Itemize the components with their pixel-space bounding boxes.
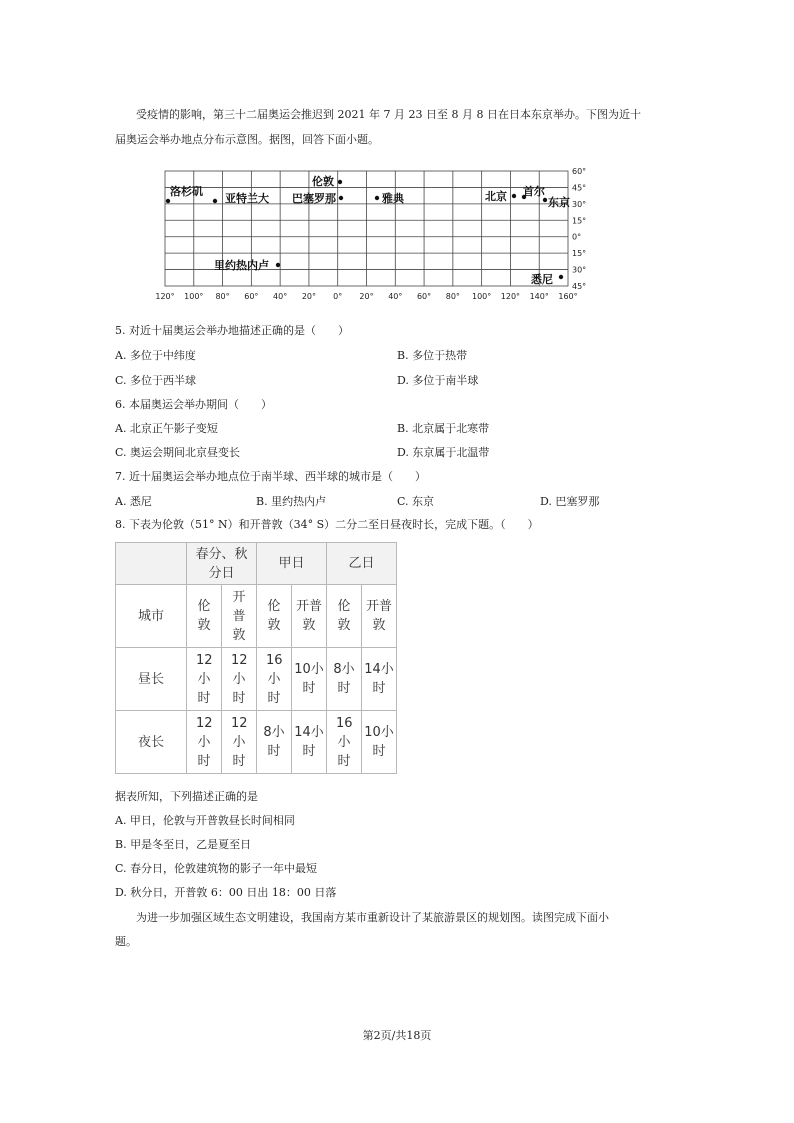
lat-tick-label: 30° — [572, 199, 587, 209]
table-cell: 伦敦 — [257, 585, 292, 648]
table-cell: 14小时 — [292, 711, 327, 774]
city-marker — [276, 263, 280, 267]
q8-option-b[interactable]: B. 甲是冬至日，乙是夏至日 — [115, 838, 252, 851]
city-label: 北京 — [485, 190, 507, 203]
lon-tick-label: 40° — [388, 292, 403, 301]
table-row-city — [116, 585, 397, 648]
lat-tick-label: 45° — [572, 282, 587, 291]
city-marker — [338, 180, 342, 184]
lon-tick-label: 120° — [155, 292, 175, 301]
row-label-day: 昼长 — [116, 648, 187, 711]
lon-tick-label: 80° — [215, 292, 230, 301]
q5-stem: 5. 对近十届奥运会举办地描述正确的是（ ） — [115, 324, 349, 337]
city-label: 巴塞罗那 — [292, 192, 336, 205]
q7-option-d[interactable]: D. 巴塞罗那 — [540, 495, 600, 508]
q8-option-a[interactable]: A. 甲日，伦敦与开普敦昼长时间相同 — [115, 814, 295, 827]
lon-tick-label: 60° — [416, 292, 432, 301]
outro-line-1: 为进一步加强区域生态文明建设，我国南方某市重新设计了某旅游景区的规划图。读图完成下面小 — [136, 911, 609, 924]
q5-option-a[interactable]: A. 多位于中纬度 — [115, 349, 196, 362]
table-cell: 开普敦 — [222, 585, 257, 648]
q8-lead: 据表所知，下列描述正确的是 — [115, 790, 258, 803]
lat-tick-label: 30° — [572, 265, 587, 275]
q7-option-c[interactable]: C. 东京 — [397, 495, 435, 508]
city-label: 悉尼 — [531, 273, 553, 286]
table-cell: 12小时 — [222, 711, 257, 774]
row-label-city: 城市 — [116, 585, 187, 648]
q5-option-c[interactable]: C. 多位于西半球 — [115, 374, 197, 387]
city-marker — [166, 199, 170, 203]
table-cell: 开普敦 — [292, 585, 327, 648]
table-corner — [116, 543, 187, 585]
city-marker — [512, 194, 516, 198]
table-cell: 伦敦 — [187, 585, 222, 648]
table-row-day-length — [116, 648, 397, 711]
lat-tick-label: 15° — [572, 249, 587, 259]
lon-tick-label: 160° — [558, 292, 578, 301]
lon-tick-label: 40° — [273, 292, 288, 301]
table-row-night-length — [116, 711, 397, 774]
q8-stem: 8. 下表为伦敦（51° N）和开普敦（34° S）二分二至日昼夜时长，完成下题。（ ） — [115, 518, 539, 531]
header-equinox: 春分、秋分日 — [187, 543, 257, 585]
table-cell: 16小时 — [327, 711, 362, 774]
lon-tick-label: 100° — [472, 292, 492, 301]
header-jia-day: 甲日 — [257, 543, 327, 585]
q5-option-b[interactable]: B. 多位于热带 — [397, 349, 468, 362]
city-label: 伦敦 — [312, 175, 334, 188]
q6-option-c[interactable]: C. 奥运会期间北京昼变长 — [115, 446, 241, 459]
city-marker — [339, 196, 343, 200]
lon-tick-label: 0° — [333, 292, 343, 301]
table-cell: 12小时 — [187, 711, 222, 774]
olympic-host-map — [150, 165, 600, 305]
city-label: 亚特兰大 — [225, 192, 269, 205]
intro-line-2: 届奥运会举办地点分布示意图。据图，回答下面小题。 — [115, 133, 379, 146]
lon-tick-label: 120° — [500, 292, 521, 301]
lon-tick-label: 140° — [529, 292, 549, 301]
lon-tick-label: 20° — [301, 292, 317, 301]
city-marker — [543, 198, 547, 202]
city-label: 东京 — [548, 196, 570, 209]
lat-tick-label: 45° — [572, 183, 587, 193]
lat-tick-label: 15° — [572, 216, 587, 226]
q7-option-a[interactable]: A. 悉尼 — [115, 495, 152, 508]
lat-tick-label: 60° — [572, 167, 587, 176]
table-cell: 8小时 — [257, 711, 292, 774]
table-cell: 10小时 — [292, 648, 327, 711]
outro-line-2: 题。 — [115, 935, 137, 948]
q8-option-d[interactable]: D. 秋分日，开普敦 6：00 日出 18：00 日落 — [115, 886, 337, 899]
city-marker — [559, 275, 563, 279]
q5-option-d[interactable]: D. 多位于南半球 — [397, 374, 479, 387]
city-label: 雅典 — [382, 192, 404, 205]
q8-option-c[interactable]: C. 春分日，伦敦建筑物的影子一年中最短 — [115, 862, 318, 875]
table-cell: 8小时 — [327, 648, 362, 711]
q6-option-a[interactable]: A. 北京正午影子变短 — [115, 422, 218, 435]
city-marker — [213, 199, 217, 203]
q6-option-d[interactable]: D. 东京属于北温带 — [397, 446, 490, 459]
lon-tick-label: 60° — [244, 292, 259, 301]
lon-tick-label: 100° — [184, 292, 204, 301]
header-yi-day: 乙日 — [327, 543, 397, 585]
table-cell: 12小时 — [187, 648, 222, 711]
q7-stem: 7. 近十届奥运会举办地点位于南半球、西半球的城市是（ ） — [115, 470, 426, 483]
intro-line-1: 受疫情的影响，第三十二届奥运会推迟到 2021 年 7 月 23 日至 8 月 8 日在日本东京举办。下图为近十 — [136, 108, 641, 121]
table-cell: 伦敦 — [327, 585, 362, 648]
lon-tick-label: 20° — [359, 292, 374, 301]
city-label: 里约热内卢 — [214, 259, 269, 272]
day-length-table — [115, 542, 397, 774]
city-label: 洛杉矶 — [170, 185, 203, 198]
city-label: 首尔 — [523, 185, 545, 198]
page-footer: 第2页/共18页 — [362, 1029, 432, 1042]
lon-tick-label: 80° — [445, 292, 460, 301]
row-label-night: 夜长 — [116, 711, 187, 774]
city-marker — [375, 196, 379, 200]
table-cell: 12小时 — [222, 648, 257, 711]
q7-option-b[interactable]: B. 里约热内卢 — [256, 495, 327, 508]
table-cell: 10小时 — [362, 711, 397, 774]
q6-stem: 6. 本届奥运会举办期间（ ） — [115, 398, 272, 411]
table-cell: 14小时 — [362, 648, 397, 711]
q6-option-b[interactable]: B. 北京属于北寒带 — [397, 422, 490, 435]
table-cell: 16小时 — [257, 648, 292, 711]
lat-tick-label: 0° — [572, 232, 582, 242]
table-cell: 开普敦 — [362, 585, 397, 648]
